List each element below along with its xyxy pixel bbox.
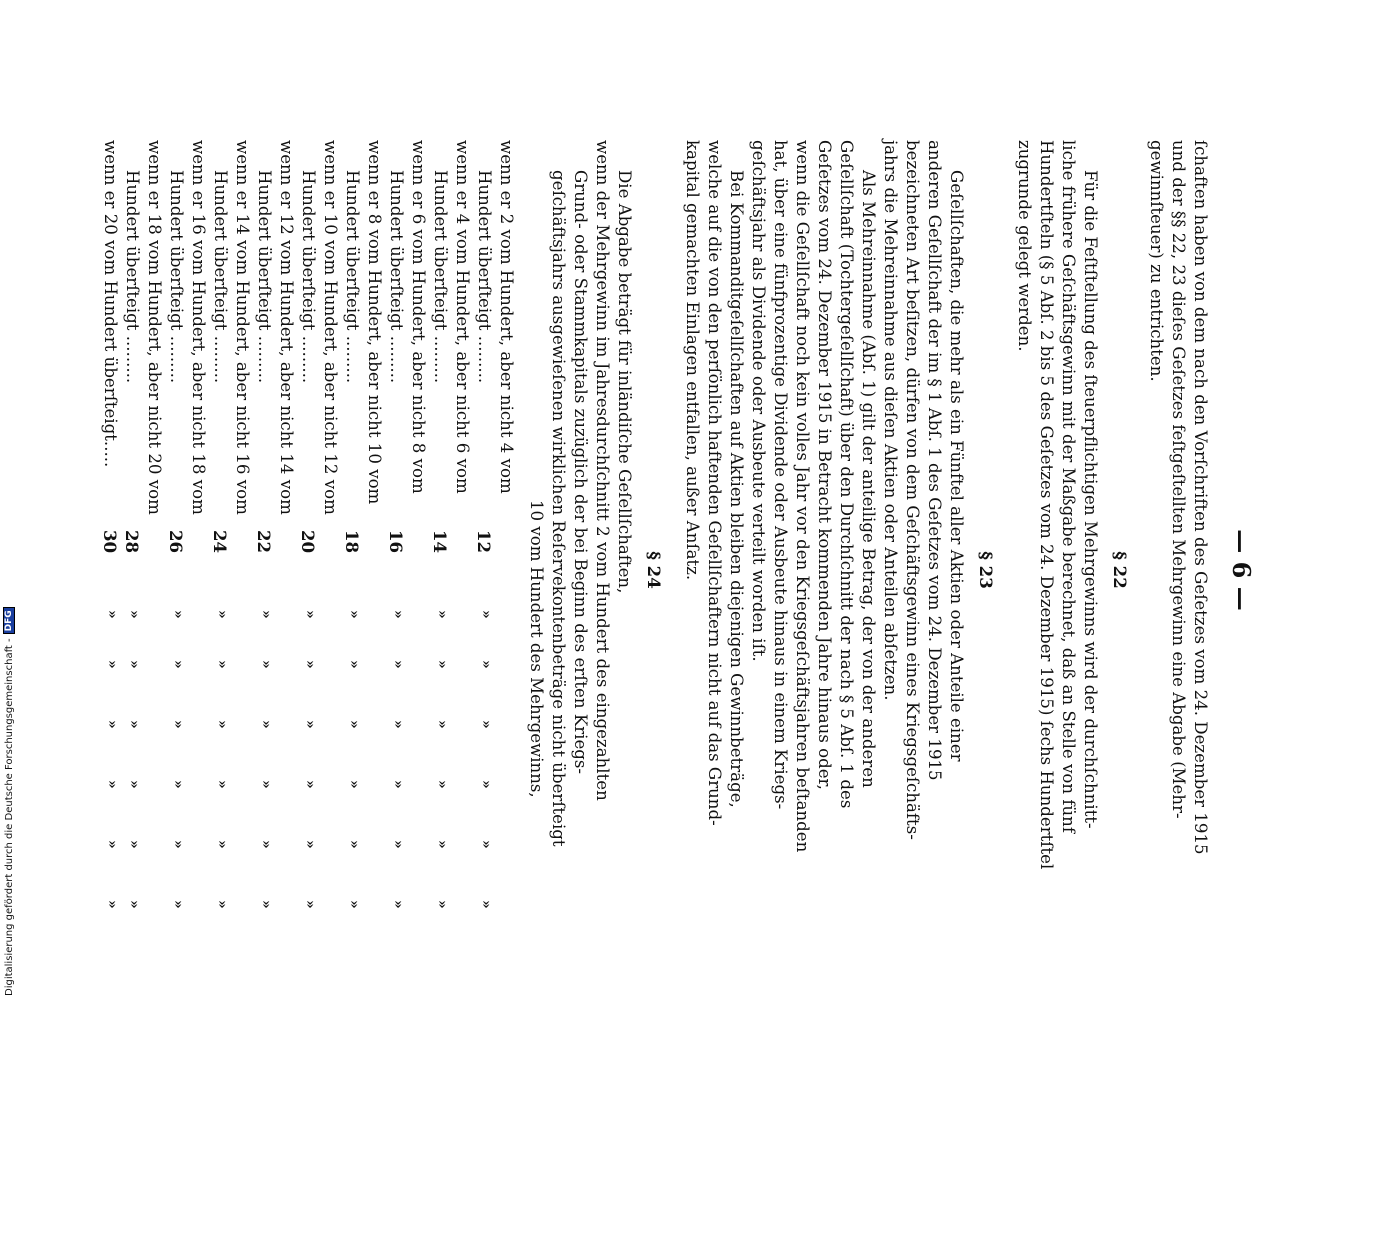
rate-row-condition: wenn er 14 vom Hundert, aber nicht 16 vom xyxy=(233,140,252,515)
ditto-mark: » xyxy=(170,610,186,619)
rate-row-continuation: Hundert überſteigt ......... xyxy=(299,170,318,384)
rate-row-condition: wenn er 4 vom Hundert, aber nicht 6 vom xyxy=(453,140,472,494)
ditto-mark: » xyxy=(302,900,318,909)
intro-line: gewinnſteuer) zu entrichten. xyxy=(1147,140,1166,382)
section-24-heading: § 24 xyxy=(644,551,664,589)
ditto-mark: » xyxy=(170,840,186,849)
rate-row-continuation: Hundert überſteigt ......... xyxy=(167,170,186,384)
ditto-mark: » xyxy=(346,900,362,909)
ditto-mark: » xyxy=(214,660,230,669)
rate-row-continuation: Hundert überſteigt ......... xyxy=(211,170,230,384)
ditto-mark: » xyxy=(478,780,494,789)
rate-row-percent: 20 xyxy=(298,530,318,554)
s23-line: Bei Kommanditgeſellſchaften auf Aktien bleiben diejenigen Gewinnbeträge, xyxy=(727,170,746,808)
rate-row-continuation: Hundert überſteigt ......... xyxy=(123,170,142,384)
s24-intro-line: 10 vom Hundert des Mehrgewinns, xyxy=(527,500,546,798)
page-number: — 6 — xyxy=(1227,529,1256,611)
s23-line: geſchäftsjahr als Dividende oder Ausbeute verteilt worden iſt. xyxy=(749,140,768,662)
ditto-mark: » xyxy=(214,840,230,849)
ditto-mark: » xyxy=(104,780,120,789)
ditto-mark: » xyxy=(346,780,362,789)
ditto-mark: » xyxy=(302,660,318,669)
ditto-mark: » xyxy=(104,610,120,619)
ditto-mark: » xyxy=(170,900,186,909)
ditto-mark: » xyxy=(126,610,142,619)
ditto-mark: » xyxy=(214,780,230,789)
ditto-mark: » xyxy=(302,720,318,729)
ditto-mark: » xyxy=(104,900,120,909)
ditto-mark: » xyxy=(346,610,362,619)
rate-row-condition: wenn er 12 vom Hundert, aber nicht 14 vom xyxy=(277,140,296,515)
rate-row-percent: 14 xyxy=(430,530,450,554)
s22-line: Hundertſteln (§ 5 Abſ. 2 bis 5 des Geſetzes vom 24. Dezember 1915) ſechs Hundertſtel xyxy=(1037,140,1056,870)
rate-row-continuation: Hundert überſteigt ......... xyxy=(255,170,274,384)
section-23-heading: § 23 xyxy=(976,551,996,589)
s23-line: Als Mehreinnahme (Abſ. 1) gilt der anteilige Betrag, der von der anderen xyxy=(859,170,878,788)
ditto-mark: » xyxy=(170,660,186,669)
s23-line: bezeichneten Art beſitzen, dürfen von dem Geſchäftsgewinn eines Kriegsgeſchäfts- xyxy=(903,140,922,840)
ditto-mark: » xyxy=(126,780,142,789)
ditto-mark: » xyxy=(258,610,274,619)
s23-line: wenn die Geſellſchaft noch kein volles Jahr vor den Kriegsgeſchäftsjahren beſtanden xyxy=(793,140,812,853)
rate-row-continuation: Hundert überſteigt ......... xyxy=(431,170,450,384)
rate-row-continuation: Hundert überſteigt ......... xyxy=(387,170,406,384)
s23-line: welche auf die von den perſönlich haftenden Geſellſchaftern nicht auf das Grund- xyxy=(705,140,724,826)
dfg-logo: DFG xyxy=(3,607,15,634)
ditto-mark: » xyxy=(390,900,406,909)
rate-row-condition: wenn er 2 vom Hundert, aber nicht 4 vom xyxy=(497,140,516,494)
ditto-mark: » xyxy=(346,720,362,729)
rate-row-condition: wenn er 20 vom Hundert überſteigt..... xyxy=(101,140,120,468)
document-page xyxy=(100,140,1256,1000)
digitization-credit xyxy=(2,0,16,996)
ditto-mark: » xyxy=(302,840,318,849)
rate-row-condition: wenn er 8 vom Hundert, aber nicht 10 vom xyxy=(365,140,384,505)
rate-row-percent: 16 xyxy=(386,530,406,554)
ditto-mark: » xyxy=(126,900,142,909)
ditto-mark: » xyxy=(214,610,230,619)
ditto-mark: » xyxy=(104,840,120,849)
ditto-mark: » xyxy=(478,840,494,849)
s22-line: zugrunde gelegt werden. xyxy=(1015,140,1034,352)
s22-line: Für die Feſtſtellung des ſteuerpflichtigen Mehrgewinns wird der durchſchnitt- xyxy=(1081,170,1100,829)
rate-row-condition: wenn er 18 vom Hundert, aber nicht 20 vom xyxy=(145,140,164,515)
ditto-mark: » xyxy=(126,720,142,729)
ditto-mark: » xyxy=(126,660,142,669)
s24-intro-line: wenn der Mehrgewinn im Jahresdurchſchnitt 2 vom Hundert des eingezahlten xyxy=(593,140,612,801)
s23-line: Geſetzes vom 24. Dezember 1915 in Betracht kommenden Jahre hinaus oder, xyxy=(815,140,834,790)
ditto-mark: » xyxy=(478,720,494,729)
ditto-mark: » xyxy=(434,610,450,619)
s23-line: Geſellſchaft (Tochtergeſellſchaft) über den Durchſchnitt der nach § 5 Abſ. 1 des xyxy=(837,140,856,809)
rate-row-percent: 28 xyxy=(122,530,142,554)
ditto-mark: » xyxy=(258,660,274,669)
s24-intro-line: Die Abgabe beträgt für inländiſche Geſellſchaften, xyxy=(615,170,634,594)
intro-line: ſchaften haben von dem nach den Vorſchriften des Geſetzes vom 24. Dezember 1915 xyxy=(1191,140,1210,855)
section-22-heading: § 22 xyxy=(1110,551,1130,589)
ditto-mark: » xyxy=(258,900,274,909)
s23-line: jahrs die Mehreinnahme aus dieſen Aktien oder Anteilen abſetzen. xyxy=(881,140,900,701)
ditto-mark: » xyxy=(104,660,120,669)
ditto-mark: » xyxy=(434,780,450,789)
rate-row-percent: 26 xyxy=(166,530,186,554)
ditto-mark: » xyxy=(478,660,494,669)
ditto-mark: » xyxy=(346,840,362,849)
rate-row-condition: wenn er 10 vom Hundert, aber nicht 12 vom xyxy=(321,140,340,515)
ditto-mark: » xyxy=(478,610,494,619)
s24-intro-line: Grund- oder Stammkapitals zuzüglich der bei Beginn des erſten Kriegs- xyxy=(571,170,590,775)
ditto-mark: » xyxy=(302,780,318,789)
s24-intro-line: geſchäftsjahrs ausgewieſenen wirklichen Reſervekontenbeträge nicht überſteigt xyxy=(549,170,568,847)
rate-row-percent: 12 xyxy=(474,530,494,554)
ditto-mark: » xyxy=(258,780,274,789)
rate-row-condition: wenn er 16 vom Hundert, aber nicht 18 vom xyxy=(189,140,208,515)
rate-row-percent: 30 xyxy=(100,530,120,554)
ditto-mark: » xyxy=(434,840,450,849)
rate-row-percent: 24 xyxy=(210,530,230,554)
ditto-mark: » xyxy=(390,780,406,789)
ditto-mark: » xyxy=(434,660,450,669)
rotated-scan xyxy=(100,140,1256,1255)
rate-row-percent: 18 xyxy=(342,530,362,554)
ditto-mark: » xyxy=(390,660,406,669)
ditto-mark: » xyxy=(126,840,142,849)
ditto-mark: » xyxy=(302,610,318,619)
ditto-mark: » xyxy=(434,900,450,909)
credit-text: Digitalisierung gefördert durch die Deutsche Forschungsgemeinschaft - xyxy=(3,638,15,996)
ditto-mark: » xyxy=(214,720,230,729)
s23-line: Geſellſchaften, die mehr als ein Fünftel aller Aktien oder Anteile einer xyxy=(947,170,966,762)
rate-row-continuation: Hundert überſteigt ......... xyxy=(343,170,362,384)
ditto-mark: » xyxy=(258,840,274,849)
ditto-mark: » xyxy=(346,660,362,669)
s22-line: liche frühere Geſchäftsgewinn mit der Maßgabe berechnet, daß an Stelle von fünf xyxy=(1059,140,1078,834)
ditto-mark: » xyxy=(390,840,406,849)
intro-line: und der §§ 22, 23 dieſes Geſetzes feſtgeſtellten Mehrgewinn eine Abgabe (Mehr- xyxy=(1169,140,1188,819)
ditto-mark: » xyxy=(170,780,186,789)
rate-row-condition: wenn er 6 vom Hundert, aber nicht 8 vom xyxy=(409,140,428,494)
ditto-mark: » xyxy=(104,720,120,729)
s23-line: hat, über eine fünfprozentige Dividende oder Ausbeute hinaus in einem Kriegs- xyxy=(771,140,790,810)
ditto-mark: » xyxy=(478,900,494,909)
rate-row-percent: 22 xyxy=(254,530,274,554)
ditto-mark: » xyxy=(258,720,274,729)
ditto-mark: » xyxy=(390,720,406,729)
ditto-mark: » xyxy=(434,720,450,729)
ditto-mark: » xyxy=(214,900,230,909)
ditto-mark: » xyxy=(390,610,406,619)
ditto-mark: » xyxy=(170,720,186,729)
s23-line: anderen Geſellſchaft der im § 1 Abſ. 1 des Geſetzes vom 24. Dezember 1915 xyxy=(925,140,944,781)
s23-line: kapital gemachten Einlagen entfallen, außer Anſatz. xyxy=(683,140,702,581)
rate-row-continuation: Hundert überſteigt ......... xyxy=(475,170,494,384)
